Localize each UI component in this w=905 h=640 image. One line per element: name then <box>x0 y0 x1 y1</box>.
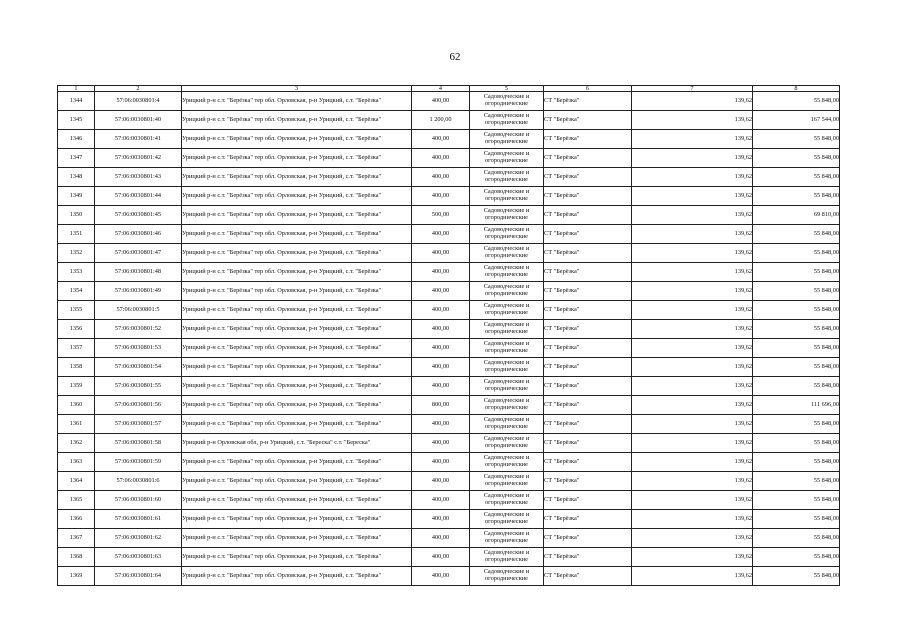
address-cell: Урицкий р-н с.т. "Берёзка" тер обл. Орловская, р-н Урицкий, с.т. "Берёзка" <box>182 130 412 149</box>
area-cell: 400,00 <box>412 130 470 149</box>
owner-cell: СТ "Берёзка" <box>544 301 632 320</box>
address-cell: Урицкий р-н с.т. "Берёзка" тер обл. Орловская, р-н Урицкий, с.т. "Берёзка" <box>182 263 412 282</box>
cadastral-number-cell: 57:06:0030801:41 <box>95 130 182 149</box>
area-cell: 800,00 <box>412 396 470 415</box>
address-cell: Урицкий р-н с.т. "Берёзка" тер обл. Орловская, р-н Урицкий, с.т. "Берёзка" <box>182 244 412 263</box>
land-use-cell: Садоводческие и огороднические <box>470 491 544 510</box>
table-row <box>58 244 840 263</box>
table-row <box>58 358 840 377</box>
land-use-cell: Садоводческие и огороднические <box>470 453 544 472</box>
unit-price-cell: 139,62 <box>632 92 753 111</box>
table-row <box>58 263 840 282</box>
owner-cell: СТ "Берёзка" <box>544 472 632 491</box>
row-number-cell: 1353 <box>58 263 95 282</box>
address-cell: Урицкий р-н с.т. "Берёзка" тер обл. Орловская, р-н Урицкий, с.т. "Берёзка" <box>182 339 412 358</box>
address-cell: Урицкий р-н с.т. "Берёзка" тер обл. Орловская, р-н Урицкий, с.т. "Берёзка" <box>182 510 412 529</box>
unit-price-cell: 139,62 <box>632 491 753 510</box>
owner-cell: СТ "Берёзка" <box>544 415 632 434</box>
column-header-1: 1 <box>58 86 95 92</box>
column-header-2: 2 <box>95 86 182 92</box>
cadastral-number-cell: 57:06:0030801:42 <box>95 149 182 168</box>
address-cell: Урицкий р-н с.т. "Берёзка" тер обл. Орловская, р-н Урицкий, с.т. "Берёзка" <box>182 415 412 434</box>
row-number-cell: 1346 <box>58 130 95 149</box>
cadastral-number-cell: 57:06:0030801:57 <box>95 415 182 434</box>
cadastral-value-cell: 55 848,00 <box>753 339 840 358</box>
row-number-cell: 1363 <box>58 453 95 472</box>
cadastral-number-cell: 57:06:0030801:53 <box>95 339 182 358</box>
table-body <box>58 92 840 586</box>
row-number-cell: 1368 <box>58 548 95 567</box>
table-row <box>58 377 840 396</box>
row-number-cell: 1347 <box>58 149 95 168</box>
land-use-cell: Садоводческие и огороднические <box>470 567 544 586</box>
address-cell: Урицкий р-н с.т. "Берёзка" тер обл. Орловская, р-н Урицкий, с.т. "Берёзка" <box>182 92 412 111</box>
owner-cell: СТ "Берёзка" <box>544 358 632 377</box>
land-use-cell: Садоводческие и огороднические <box>470 510 544 529</box>
cadastral-number-cell: 57:06:0030801:48 <box>95 263 182 282</box>
table-row <box>58 510 840 529</box>
row-number-cell: 1365 <box>58 491 95 510</box>
row-number-cell: 1348 <box>58 168 95 187</box>
land-use-cell: Садоводческие и огороднические <box>470 529 544 548</box>
area-cell: 400,00 <box>412 548 470 567</box>
cadastral-number-cell: 57:06:0030801:49 <box>95 282 182 301</box>
unit-price-cell: 139,62 <box>632 548 753 567</box>
address-cell: Урицкий р-н с.т. "Берёзка" тер обл. Орловская, р-н Урицкий, с.т. "Берёзка" <box>182 529 412 548</box>
area-cell: 400,00 <box>412 567 470 586</box>
row-number-cell: 1360 <box>58 396 95 415</box>
land-use-cell: Садоводческие и огороднические <box>470 320 544 339</box>
cadastral-number-cell: 57:06:0030801:44 <box>95 187 182 206</box>
unit-price-cell: 139,62 <box>632 263 753 282</box>
area-cell: 400,00 <box>412 339 470 358</box>
unit-price-cell: 139,62 <box>632 510 753 529</box>
owner-cell: СТ "Берёзка" <box>544 548 632 567</box>
land-use-cell: Садоводческие и огороднические <box>470 168 544 187</box>
area-cell: 400,00 <box>412 263 470 282</box>
address-cell: Урицкий р-н с.т. "Берёзка" тер обл. Орловская, р-н Урицкий, с.т. "Берёзка" <box>182 453 412 472</box>
area-cell: 400,00 <box>412 472 470 491</box>
unit-price-cell: 139,62 <box>632 358 753 377</box>
address-cell: Урицкий р-н с.т. "Берёзка" тер обл. Орловская, р-н Урицкий, с.т. "Берёзка" <box>182 187 412 206</box>
cadastral-number-cell: 57:06:0030801:40 <box>95 111 182 130</box>
cadastral-value-cell: 55 848,00 <box>753 130 840 149</box>
land-use-cell: Садоводческие и огороднические <box>470 244 544 263</box>
address-cell: Урицкий р-н с.т. "Берёзка" тер обл. Орловская, р-н Урицкий, с.т. "Берёзка" <box>182 225 412 244</box>
table-row <box>58 225 840 244</box>
area-cell: 400,00 <box>412 415 470 434</box>
row-number-cell: 1356 <box>58 320 95 339</box>
row-number-cell: 1359 <box>58 377 95 396</box>
unit-price-cell: 139,62 <box>632 339 753 358</box>
row-number-cell: 1366 <box>58 510 95 529</box>
owner-cell: СТ "Берёзка" <box>544 244 632 263</box>
land-use-cell: Садоводческие и огороднические <box>470 396 544 415</box>
land-use-cell: Садоводческие и огороднические <box>470 415 544 434</box>
area-cell: 1 200,00 <box>412 111 470 130</box>
table-row <box>58 111 840 130</box>
cadastral-value-cell: 167 544,00 <box>753 111 840 130</box>
owner-cell: СТ "Берёзка" <box>544 434 632 453</box>
unit-price-cell: 139,62 <box>632 434 753 453</box>
cadastral-number-cell: 57:06:0030801:60 <box>95 491 182 510</box>
cadastral-value-cell: 55 848,00 <box>753 358 840 377</box>
column-header-8: 8 <box>753 86 840 92</box>
unit-price-cell: 139,62 <box>632 453 753 472</box>
table-row <box>58 320 840 339</box>
table-row <box>58 453 840 472</box>
cadastral-number-cell: 57:06:0030801:43 <box>95 168 182 187</box>
unit-price-cell: 139,62 <box>632 415 753 434</box>
owner-cell: СТ "Берёзка" <box>544 339 632 358</box>
area-cell: 400,00 <box>412 453 470 472</box>
area-cell: 400,00 <box>412 92 470 111</box>
cadastral-number-cell: 57:06:0030801:46 <box>95 225 182 244</box>
table-row <box>58 149 840 168</box>
row-number-cell: 1349 <box>58 187 95 206</box>
owner-cell: СТ "Берёзка" <box>544 396 632 415</box>
cadastral-value-cell: 55 848,00 <box>753 301 840 320</box>
cadastral-value-cell: 55 848,00 <box>753 472 840 491</box>
land-use-cell: Садоводческие и огороднические <box>470 130 544 149</box>
cadastral-value-cell: 55 848,00 <box>753 149 840 168</box>
table-row <box>58 168 840 187</box>
row-number-cell: 1357 <box>58 339 95 358</box>
cadastral-value-cell: 55 848,00 <box>753 187 840 206</box>
row-number-cell: 1344 <box>58 92 95 111</box>
area-cell: 400,00 <box>412 491 470 510</box>
table-row <box>58 282 840 301</box>
table-row <box>58 396 840 415</box>
address-cell: Урицкий р-н с.т. "Берёзка" тер обл. Орловская, р-н Урицкий, с.т. "Берёзка" <box>182 301 412 320</box>
cadastral-value-cell: 55 848,00 <box>753 168 840 187</box>
owner-cell: СТ "Берёзка" <box>544 529 632 548</box>
cadastral-number-cell: 57:06:0030801:47 <box>95 244 182 263</box>
area-cell: 400,00 <box>412 529 470 548</box>
row-number-cell: 1352 <box>58 244 95 263</box>
cadastral-value-cell: 55 848,00 <box>753 282 840 301</box>
land-use-cell: Садоводческие и огороднические <box>470 358 544 377</box>
owner-cell: СТ "Берёзка" <box>544 206 632 225</box>
unit-price-cell: 139,62 <box>632 529 753 548</box>
unit-price-cell: 139,62 <box>632 206 753 225</box>
area-cell: 400,00 <box>412 225 470 244</box>
column-header-6: 6 <box>544 86 632 92</box>
owner-cell: СТ "Берёзка" <box>544 168 632 187</box>
land-use-cell: Садоводческие и огороднические <box>470 548 544 567</box>
unit-price-cell: 139,62 <box>632 377 753 396</box>
table-row <box>58 130 840 149</box>
land-use-cell: Садоводческие и огороднические <box>470 225 544 244</box>
owner-cell: СТ "Берёзка" <box>544 130 632 149</box>
unit-price-cell: 139,62 <box>632 111 753 130</box>
owner-cell: СТ "Берёзка" <box>544 320 632 339</box>
area-cell: 400,00 <box>412 187 470 206</box>
area-cell: 400,00 <box>412 244 470 263</box>
row-number-cell: 1351 <box>58 225 95 244</box>
unit-price-cell: 139,62 <box>632 187 753 206</box>
cadastral-number-cell: 57:06:0030801:52 <box>95 320 182 339</box>
row-number-cell: 1364 <box>58 472 95 491</box>
address-cell: Урицкий р-н с.т. "Берёзка" тер обл. Орловская, р-н Урицкий, с.т. "Берёзка" <box>182 111 412 130</box>
table-row <box>58 472 840 491</box>
row-number-cell: 1345 <box>58 111 95 130</box>
address-cell: Урицкий р-н с.т. "Берёзка" тер обл. Орловская, р-н Урицкий, с.т. "Берёзка" <box>182 548 412 567</box>
cadastral-number-cell: 57:06:0030801:58 <box>95 434 182 453</box>
owner-cell: СТ "Берёзка" <box>544 92 632 111</box>
unit-price-cell: 139,62 <box>632 320 753 339</box>
address-cell: Урицкий р-н с.т. "Берёзка" тер обл. Орловская, р-н Урицкий, с.т. "Берёзка" <box>182 567 412 586</box>
row-number-cell: 1367 <box>58 529 95 548</box>
cadastral-number-cell: 57:06:0030801:4 <box>95 92 182 111</box>
cadastral-number-cell: 57:06:0030801:54 <box>95 358 182 377</box>
land-use-cell: Садоводческие и огороднические <box>470 339 544 358</box>
row-number-cell: 1350 <box>58 206 95 225</box>
owner-cell: СТ "Берёзка" <box>544 111 632 130</box>
cadastral-number-cell: 57:06:0030801:59 <box>95 453 182 472</box>
table-row <box>58 301 840 320</box>
table-row <box>58 206 840 225</box>
cadastral-number-cell: 57:06:0030801:64 <box>95 567 182 586</box>
area-cell: 400,00 <box>412 510 470 529</box>
cadastral-value-cell: 55 848,00 <box>753 244 840 263</box>
land-use-cell: Садоводческие и огороднические <box>470 206 544 225</box>
address-cell: Урицкий р-н с.т. "Берёзка" тер обл. Орловская, р-н Урицкий, с.т. "Берёзка" <box>182 491 412 510</box>
owner-cell: СТ "Берёзка" <box>544 491 632 510</box>
land-use-cell: Садоводческие и огороднические <box>470 377 544 396</box>
land-use-cell: Садоводческие и огороднические <box>470 92 544 111</box>
unit-price-cell: 139,62 <box>632 244 753 263</box>
cadastral-number-cell: 57:06:0030801:55 <box>95 377 182 396</box>
land-use-cell: Садоводческие и огороднические <box>470 434 544 453</box>
column-header-5: 5 <box>470 86 544 92</box>
owner-cell: СТ "Берёзка" <box>544 453 632 472</box>
area-cell: 400,00 <box>412 168 470 187</box>
unit-price-cell: 139,62 <box>632 168 753 187</box>
cadastral-value-cell: 55 848,00 <box>753 491 840 510</box>
address-cell: Урицкий р-н с.т. "Берёзка" тер обл. Орловская, р-н Урицкий, с.т. "Берёзка" <box>182 396 412 415</box>
address-cell: Урицкий р-н с.т. "Берёзка" тер обл. Орловская, р-н Урицкий, с.т. "Берёзка" <box>182 282 412 301</box>
owner-cell: СТ "Берёзка" <box>544 510 632 529</box>
cadastral-value-cell: 55 848,00 <box>753 453 840 472</box>
row-number-cell: 1362 <box>58 434 95 453</box>
area-cell: 400,00 <box>412 282 470 301</box>
page-number: 62 <box>449 51 461 63</box>
address-cell: Урицкий р-н с.т. "Берёзка" тер обл. Орловская, р-н Урицкий, с.т. "Берёзка" <box>182 206 412 225</box>
unit-price-cell: 139,62 <box>632 472 753 491</box>
address-cell: Урицкий р-н с.т. "Берёзка" тер обл. Орловская, р-н Урицкий, с.т. "Берёзка" <box>182 377 412 396</box>
owner-cell: СТ "Берёзка" <box>544 225 632 244</box>
cadastral-value-cell: 55 848,00 <box>753 548 840 567</box>
cadastral-value-cell: 55 848,00 <box>753 567 840 586</box>
row-number-cell: 1361 <box>58 415 95 434</box>
area-cell: 400,00 <box>412 358 470 377</box>
unit-price-cell: 139,62 <box>632 130 753 149</box>
row-number-cell: 1354 <box>58 282 95 301</box>
cadastral-value-cell: 55 848,00 <box>753 225 840 244</box>
column-header-3: 3 <box>182 86 412 92</box>
cadastral-number-cell: 57:06:0030801:61 <box>95 510 182 529</box>
cadastral-number-cell: 57:06:0030801:6 <box>95 472 182 491</box>
cadastral-number-cell: 57:06:0030801:45 <box>95 206 182 225</box>
row-number-cell: 1358 <box>58 358 95 377</box>
cadastral-number-cell: 57:06:0030801:63 <box>95 548 182 567</box>
unit-price-cell: 139,62 <box>632 225 753 244</box>
land-use-cell: Садоводческие и огороднические <box>470 263 544 282</box>
address-cell: Урицкий р-н с.т. "Берёзка" тер обл. Орловская, р-н Урицкий, с.т. "Берёзка" <box>182 149 412 168</box>
owner-cell: СТ "Берёзка" <box>544 187 632 206</box>
cadastral-value-cell: 55 848,00 <box>753 434 840 453</box>
table-row <box>58 415 840 434</box>
cadastral-value-cell: 69 810,00 <box>753 206 840 225</box>
owner-cell: СТ "Берёзка" <box>544 377 632 396</box>
unit-price-cell: 139,62 <box>632 301 753 320</box>
area-cell: 400,00 <box>412 320 470 339</box>
cadastral-value-cell: 55 848,00 <box>753 510 840 529</box>
owner-cell: СТ "Берёзка" <box>544 263 632 282</box>
cadastral-value-cell: 55 848,00 <box>753 320 840 339</box>
unit-price-cell: 139,62 <box>632 396 753 415</box>
address-cell: Урицкий р-н с.т. "Берёзка" тер обл. Орловская, р-н Урицкий, с.т. "Берёзка" <box>182 320 412 339</box>
cadastral-number-cell: 57:06:0030801:62 <box>95 529 182 548</box>
cadastral-number-cell: 57:06:0030801:56 <box>95 396 182 415</box>
table-row <box>58 434 840 453</box>
owner-cell: СТ "Берёзка" <box>544 282 632 301</box>
land-use-cell: Садоводческие и огороднические <box>470 301 544 320</box>
unit-price-cell: 139,62 <box>632 282 753 301</box>
table-row <box>58 92 840 111</box>
cadastral-value-cell: 55 848,00 <box>753 263 840 282</box>
row-number-cell: 1369 <box>58 567 95 586</box>
table-row <box>58 187 840 206</box>
address-cell: Урицкий р-н Орловская обл, р-н Урицкий, с.т. "Береска" с.т. "Береска" <box>182 434 412 453</box>
address-cell: Урицкий р-н с.т. "Берёзка" тер обл. Орловская, р-н Урицкий, с.т. "Берёзка" <box>182 358 412 377</box>
cadastral-value-cell: 111 696,00 <box>753 396 840 415</box>
area-cell: 400,00 <box>412 149 470 168</box>
cadastral-value-cell: 55 848,00 <box>753 377 840 396</box>
area-cell: 400,00 <box>412 301 470 320</box>
land-use-cell: Садоводческие и огороднические <box>470 111 544 130</box>
land-use-cell: Садоводческие и огороднические <box>470 472 544 491</box>
cadastral-number-cell: 57:06:0030801:5 <box>95 301 182 320</box>
cadastral-value-cell: 55 848,00 <box>753 529 840 548</box>
table-row <box>58 567 840 586</box>
cadastral-value-cell: 55 848,00 <box>753 415 840 434</box>
table-row <box>58 529 840 548</box>
land-use-cell: Садоводческие и огороднические <box>470 282 544 301</box>
area-cell: 400,00 <box>412 434 470 453</box>
area-cell: 500,00 <box>412 206 470 225</box>
address-cell: Урицкий р-н с.т. "Берёзка" тер обл. Орловская, р-н Урицкий, с.т. "Берёзка" <box>182 168 412 187</box>
cadastral-value-cell: 55 848,00 <box>753 92 840 111</box>
unit-price-cell: 139,62 <box>632 149 753 168</box>
column-header-7: 7 <box>632 86 753 92</box>
table-row <box>58 339 840 358</box>
table-row <box>58 548 840 567</box>
unit-price-cell: 139,62 <box>632 567 753 586</box>
land-use-cell: Садоводческие и огороднические <box>470 149 544 168</box>
land-plots-table <box>57 85 840 586</box>
address-cell: Урицкий р-н с.т. "Берёзка" тер обл. Орловская, р-н Урицкий, с.т. "Берёзка" <box>182 472 412 491</box>
column-header-4: 4 <box>412 86 470 92</box>
land-use-cell: Садоводческие и огороднические <box>470 187 544 206</box>
table-row <box>58 491 840 510</box>
row-number-cell: 1355 <box>58 301 95 320</box>
area-cell: 400,00 <box>412 377 470 396</box>
owner-cell: СТ "Берёзка" <box>544 149 632 168</box>
owner-cell: СТ "Берёзка" <box>544 567 632 586</box>
